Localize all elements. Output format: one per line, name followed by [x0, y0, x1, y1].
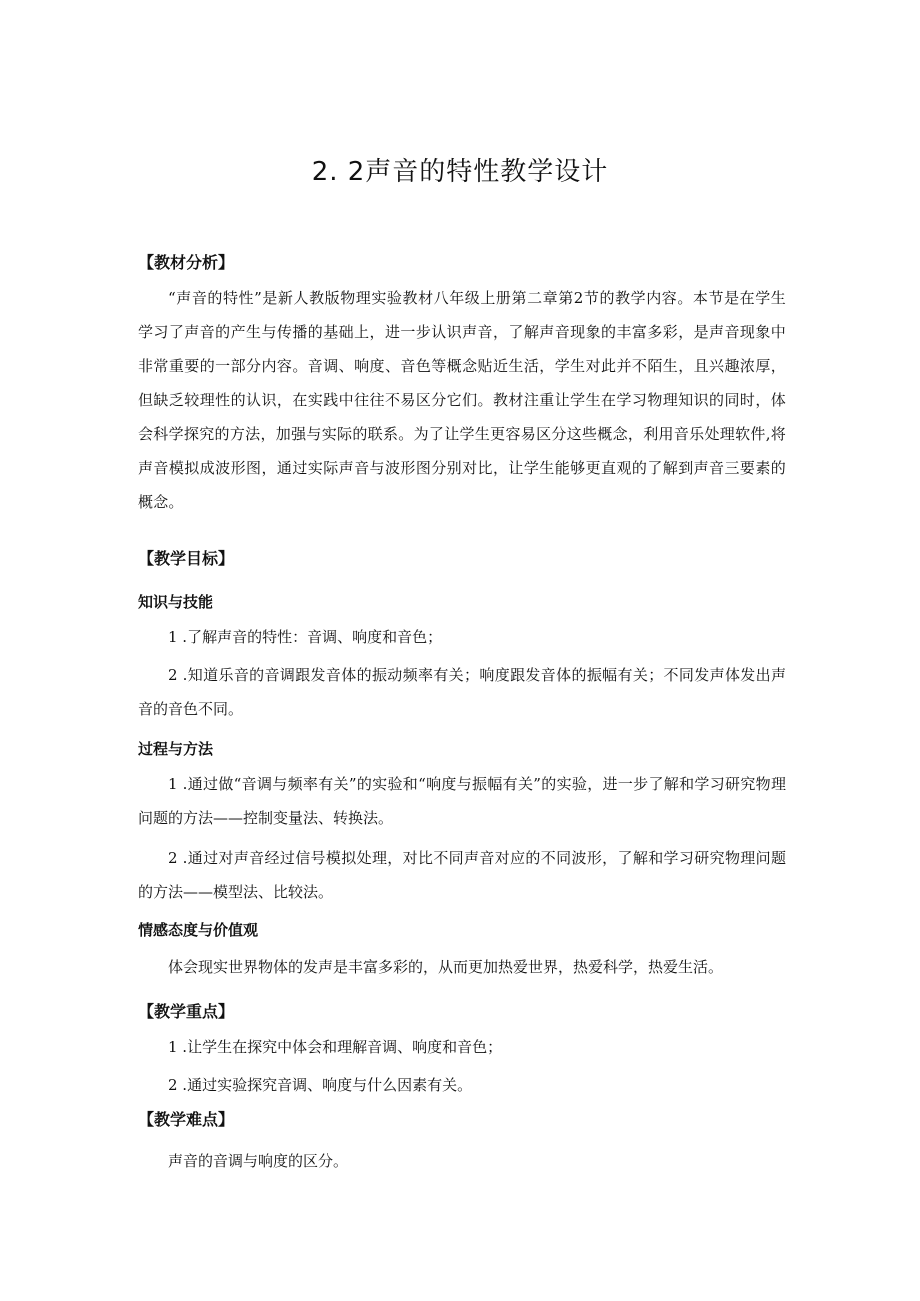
subheading-process-methods: 过程与方法 [138, 740, 214, 758]
subheading-emotion-values: 情感态度与价值观 [138, 921, 259, 939]
subheading-knowledge-skills: 知识与技能 [138, 593, 214, 611]
difficulties-text: 声音的音调与响度的区分。 [168, 1152, 349, 1170]
knowledge-item-2: 2 .知道乐音的音调跟发音体的振动频率有关；响度跟发音体的振幅有关；不同发声体发出声音的音色不同。 [138, 666, 786, 718]
textbook-analysis-paragraph: “声音的特性”是新人教版物理实验教材八年级上册第二章第2节的教学内容。本节是在学生学习了声音的产生与传播的基础上，进一步认识声音，了解声音现象的丰富多彩，是声音现象中非常重要的一部分内容。音调、响度、音色等概念贴近生活，学生对此并不陌生，且兴趣浓厚，但缺乏较理性的认识，在实践中往往不易区分它们。教材注重让学生在学习物理知识的同时，体会科学探究的方法，加强与实际的联系。为了让学生更容易区分这些概念，利用音乐处理软件,将声音模拟成波形图，通过实际声音与波形图分别对比，让学生能够更直观的了解到声音三要素的概念。 [138, 289, 786, 511]
process-item-2: 2 .通过对声音经过信号模拟处理，对比不同声音对应的不同波形，了解和学习研究物理问题的方法——模型法、比较法。 [138, 849, 786, 901]
key-point-item-1: 1 .让学生在探究中体会和理解音调、响度和音色； [168, 1038, 503, 1056]
section-heading-textbook-analysis: 【教材分析】 [138, 253, 235, 272]
document-title: 2. 2声音的特性教学设计 [311, 157, 609, 187]
section-heading-key-points: 【教学重点】 [138, 1002, 235, 1021]
emotion-text: 体会现实世界物体的发声是丰富多彩的，从而更加热爱世界，热爱科学，热爱生活。 [168, 958, 724, 976]
section-heading-difficulties: 【教学难点】 [138, 1110, 235, 1129]
knowledge-item-1: 1 .了解声音的特性：音调、响度和音色； [168, 628, 443, 646]
section-heading-teaching-objectives: 【教学目标】 [138, 549, 235, 568]
key-point-item-2: 2 .通过实验探究音调、响度与什么因素有关。 [168, 1076, 473, 1094]
process-item-1: 1 .通过做“音调与频率有关”的实验和“响度与振幅有关”的实验，进一步了解和学习研究物理问题的方法——控制变量法、转换法。 [138, 775, 786, 827]
